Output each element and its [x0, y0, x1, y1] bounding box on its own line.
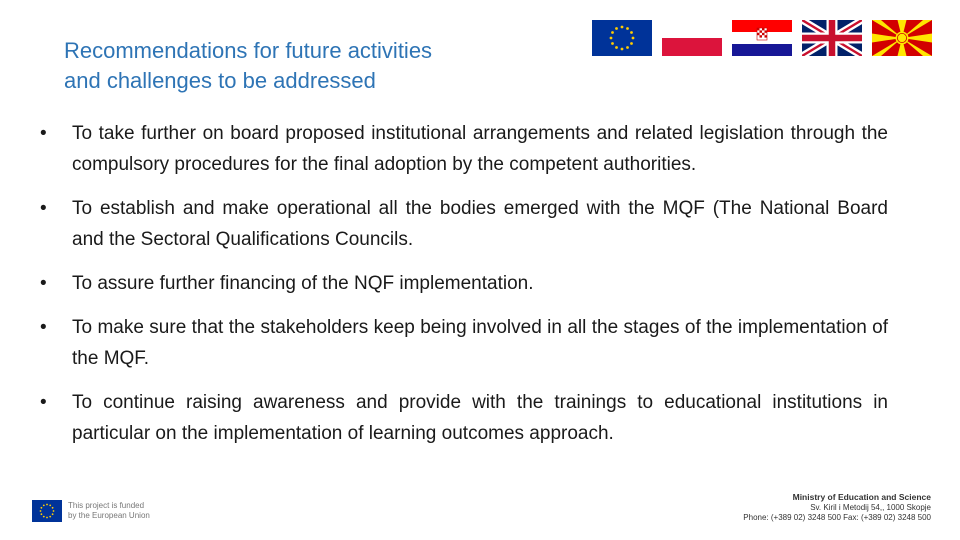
list-item: • To establish and make operational all the bodies emerged with the MQF (The National Board and the Sectoral Qualifications Councils.: [38, 193, 888, 255]
recommendations-list: [38, 118, 888, 462]
macedonia-flag-icon: [872, 20, 932, 56]
croatia-flag-icon: [732, 20, 792, 56]
list-item: • To make sure that the stakeholders keep being involved in all the stages of the implementation of the MQF.: [38, 312, 888, 374]
funding-text: [68, 501, 150, 521]
title-line-1: Recommendations for future activities: [64, 38, 433, 63]
eu-flag-icon: [592, 20, 652, 56]
title-line-2: and challenges to be addressed: [64, 68, 376, 93]
ministry-contact: [743, 492, 931, 524]
ministry-address: Sv. Kiril i Metodij 54,, 1000 Skopje: [810, 502, 931, 512]
list-item: • To take further on board proposed institutional arrangements and related legislation through the compulsory procedures for the final adoption by the competent authorities.: [38, 118, 888, 180]
list-item: • To assure further financing of the NQF implementation.: [38, 268, 888, 299]
list-item: • To continue raising awareness and provide with the trainings to educational institutions in particular on the implementation of learning outcomes approach.: [38, 387, 888, 449]
poland-flag-icon: [662, 20, 722, 56]
eu-flag-small-icon: [32, 500, 62, 522]
funding-line-1: This project is funded: [68, 501, 145, 510]
flag-row: [592, 20, 932, 56]
funding-line-2: by the European Union: [68, 511, 150, 520]
page-title: [64, 36, 564, 96]
uk-flag-icon: [802, 20, 862, 56]
ministry-name: Ministry of Education and Science: [792, 492, 931, 502]
ministry-phone: Phone: (+389 02) 3248 500 Fax: (+389 02) 3248 500: [743, 513, 931, 522]
eu-funding-notice: [32, 500, 150, 522]
